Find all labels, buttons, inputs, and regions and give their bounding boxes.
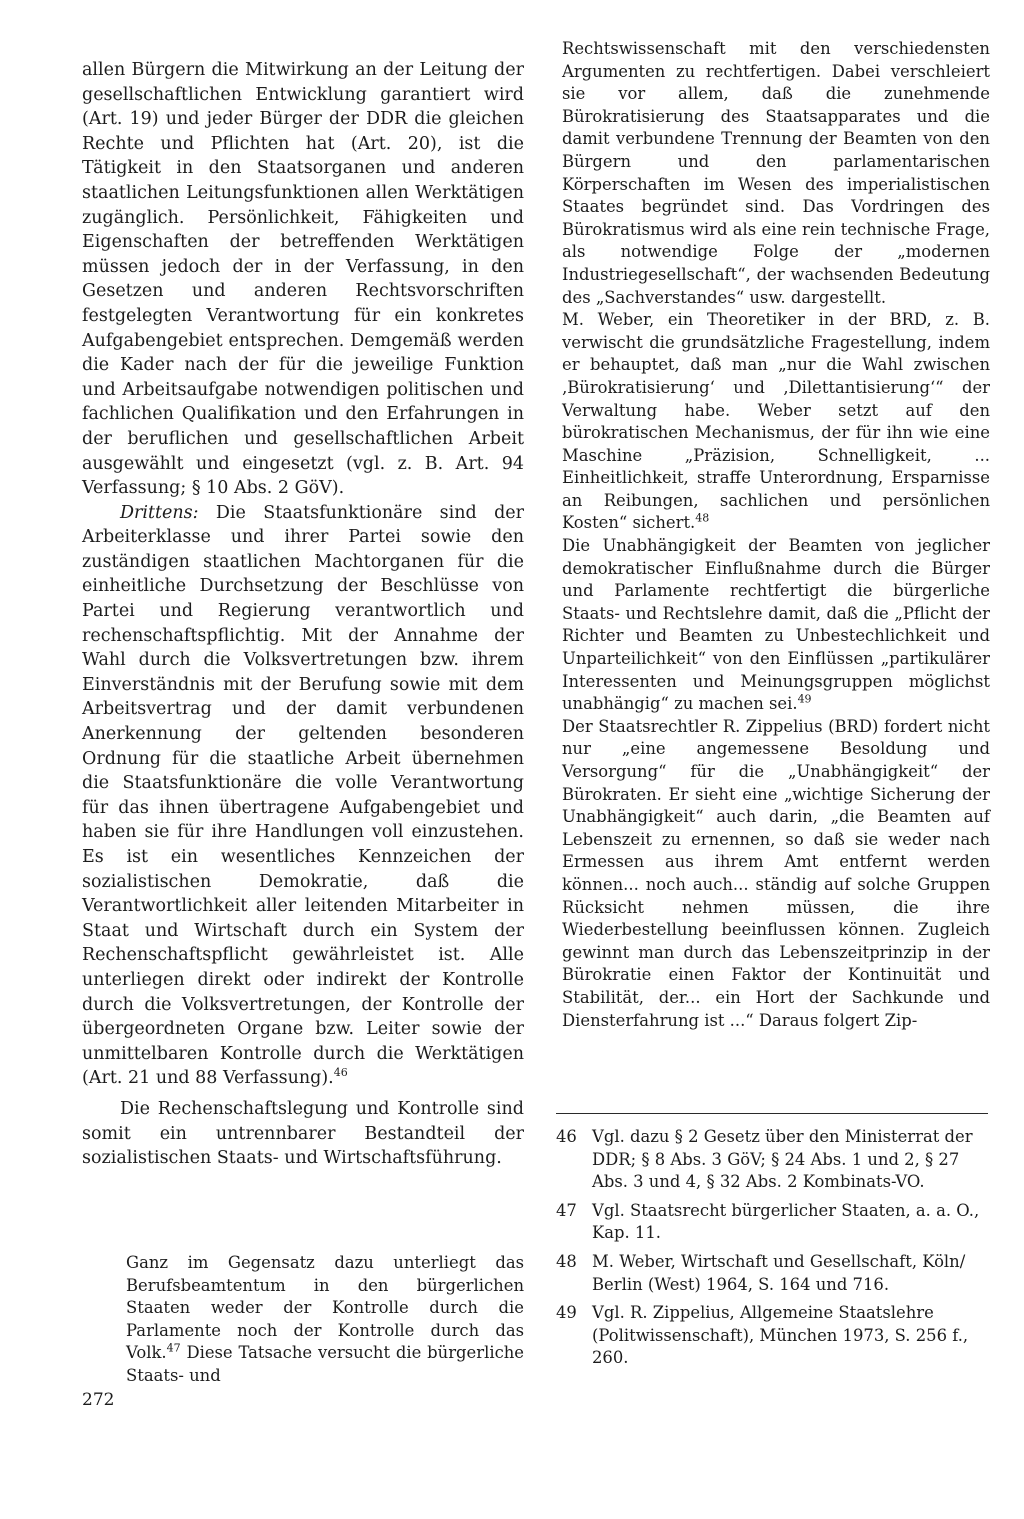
- footnote-divider: [556, 1113, 988, 1114]
- footnote-ref[interactable]: 47: [166, 1341, 181, 1355]
- footnote-text: Vgl. R. Zippelius, Allgemeine Staatslehre (Politwissenschaft), München 1973, S. 256 f., 260.: [592, 1303, 969, 1368]
- left-column: [82, 58, 524, 1171]
- footnote: [552, 1251, 992, 1296]
- paragraph: [562, 716, 990, 1032]
- paragraph: [82, 501, 524, 1091]
- footnote-text: M. Weber, Wirtschaft und Gesellschaft, Köln/ Berlin (West) 1964, S. 164 und 716.: [592, 1251, 966, 1294]
- footnote-text: Vgl. Staatsrecht bürgerlicher Staaten, a. a. O., Kap. 11.: [592, 1200, 980, 1243]
- small-print-paragraph: [126, 1252, 524, 1388]
- footnote-number: 48: [556, 1251, 577, 1271]
- footnote-ref[interactable]: 49: [797, 692, 812, 706]
- footnote: [552, 1200, 992, 1245]
- paragraph: [562, 535, 990, 716]
- paragraph-text: Ganz im Gegensatz dazu unterliegt das Berufsbeamtentum in den bürgerlichen Staaten weder der Kontrolle durch die Parlamente noch der Kontrolle durch das Volk.: [126, 1253, 524, 1363]
- paragraph: [82, 1097, 524, 1171]
- footnote-ref[interactable]: 48: [695, 512, 710, 525]
- paragraph-text: Die Unabhängigkeit der Beamten von jeglicher demokratischer Einflußnahme durch die Bürger und Parlamente rechtfertigt die bürgerliche Staats- und Rechtslehre damit, daß die „Pflicht der Richter und Beamten zu Unbestechlichkeit und Unparteilichkeit“ von den Einflüssen „partikulärer Interessenten und Meinungsgruppen möglichst unabhängig“ zu machen sei.: [562, 536, 990, 714]
- footnotes: [552, 1126, 992, 1376]
- paragraph-text: Der Staatsrechtler R. Zippelius (BRD) fordert nicht nur „eine angemessene Besoldung und Versorgung“ für die „Unabhängigkeit“ der Bürokraten. Er sieht eine „wichtige Sicherung der Unabhängigkeit“ auch darin, „die Beamten auf Lebenszeit zu ernennen, so daß sie weder nach Ermessen aus ihrem Amt entfernt werden können... noch auch... ständig auf solche Gruppen Rücksicht nehmen müssen, die ihre Wiederbestellung beeinflussen können. Zugleich gewinnt man durch das Lebenszeitprinzip in der Bürokratie einen Faktor der Kontinuität und Stabilität, der... ein Hort der Sachkunde und Diensterfahrung ist ...“ Daraus folgert Zip-: [562, 716, 990, 1030]
- paragraph: [562, 38, 990, 309]
- paragraph-text: Die Staatsfunktionäre sind der Arbeiterklasse und ihrer Partei sowie den zuständigen staatlichen Machtorganen für die einheitliche Durchsetzung der Beschlüsse von Partei und Regierung verantwortlich und rechenschaftspflichtig. Mit der Annahme der Wahl durch die Volksvertretungen bzw. ihrem Einverständnis mit der Berufung sowie mit dem Arbeitsvertrag und der damit verbundenen Anerkennung der geltenden besonderen Ordnung für die staatliche Arbeit übernehmen die Staatsfunktionäre die volle Verantwortung für das ihnen übertragene Aufgabengebiet und haben sie für ihre Handlungen voll einzustehen. Es ist ein wesentliches Kennzeichen der sozialistischen Demokratie, daß die Verantwortlichkeit aller leitenden Mitarbeiter in Staat und Wirtschaft durch ein System der Rechenschaftspflicht gewährleistet ist. Alle unterliegen direkt oder indirekt der Kontrolle durch die Volksvertretungen, der Kontrolle der übergeordneten Organe bzw. Leiter sowie der unmittelbaren Kontrolle durch die Werktätigen (Art. 21 und 88 Verfassung).: [82, 502, 524, 1089]
- footnote-ref[interactable]: 46: [333, 1066, 348, 1080]
- footnote-number: 49: [556, 1303, 577, 1323]
- footnote: [552, 1302, 992, 1370]
- paragraph-text: M. Weber, ein Theoretiker in der BRD, z. B. verwischt die grundsätzliche Fragestellung, indem er behauptet, daß man „nur die Wahl zwischen ‚Bürokratisierung‘ und ‚Dilettantisierung‘“ der Verwaltung habe. Weber setzt auf den bürokratischen Mechanismus, der für ihn wie eine Maschine „Präzision, Schnelligkeit, ... Einheitlichkeit, straffe Unterordnung, Ersparnisse an Reibungen, sachlichen und persönlichen Kosten“ sichert.: [562, 310, 990, 533]
- footnote-text: Vgl. dazu § 2 Gesetz über den Ministerrat der DDR; § 8 Abs. 3 GöV; § 24 Abs. 1 und 2, § 27 Abs. 3 und 4, § 32 Abs. 2 Kombinats-VO.: [592, 1127, 973, 1192]
- paragraph-text: allen Bürgern die Mitwirkung an der Leitung der gesellschaftlichen Entwicklung garantiert wird (Art. 19) und jeder Bürger der DDR die gleichen Rechte und Pflichten hat (Art. 20), ist die Tätigkeit in den Staatsorganen und anderen staatlichen Leitungsfunktionen allen Werktätigen zugänglich. Persönlichkeit, Fähigkeiten und Eigenschaften der betreffenden Werktätigen müssen jedoch der in der Verfassung, in den Gesetzen und anderen Rechtsvorschriften festgelegten Verantwortung für ein konkretes Aufgabengebiet entsprechen. Demgemäß werden die Kader nach der für die jeweilige Funktion und Arbeitsaufgabe notwendigen politischen und fachlichen Qualifikation und den Erfahrungen in der beruflichen und gesellschaftlichen Arbeit ausgewählt und eingesetzt (vgl. z. B. Art. 94 Verfassung; § 10 Abs. 2 GöV).: [82, 60, 524, 499]
- footnote-number: 47: [556, 1200, 577, 1220]
- paragraph: [562, 309, 990, 535]
- paragraph: [82, 58, 524, 501]
- right-column: [562, 38, 990, 1032]
- paragraph-lead-italic: Drittens:: [120, 502, 199, 523]
- paragraph-text: Rechtswissenschaft mit den verschiedensten Argumenten zu rechtfertigen. Dabei verschleiert sie vor allem, daß die zunehmende Bürokratisierung des Staatsapparates und die damit verbundene Trennung der Beamten von den Bürgern und den parlamentarischen Körperschaften im Wesen des imperialistischen Staates begründet sind. Das Vordringen des Bürokratismus wird als eine rein technische Frage, als notwendige Folge der „modernen Industriegesellschaft“, der wachsenden Bedeutung des „Sachverstandes“ usw. dargestellt.: [562, 39, 990, 307]
- footnote: [552, 1126, 992, 1194]
- footnote-number: 46: [556, 1127, 577, 1146]
- paragraph-text: Diese Tatsache versucht die bürgerliche Staats- und: [126, 1343, 524, 1385]
- paragraph-text: Die Rechenschaftslegung und Kontrolle sind somit ein untrennbarer Bestandteil der sozialistischen Staats- und Wirtschaftsführung.: [82, 1098, 524, 1169]
- page-number: 272: [82, 1390, 115, 1410]
